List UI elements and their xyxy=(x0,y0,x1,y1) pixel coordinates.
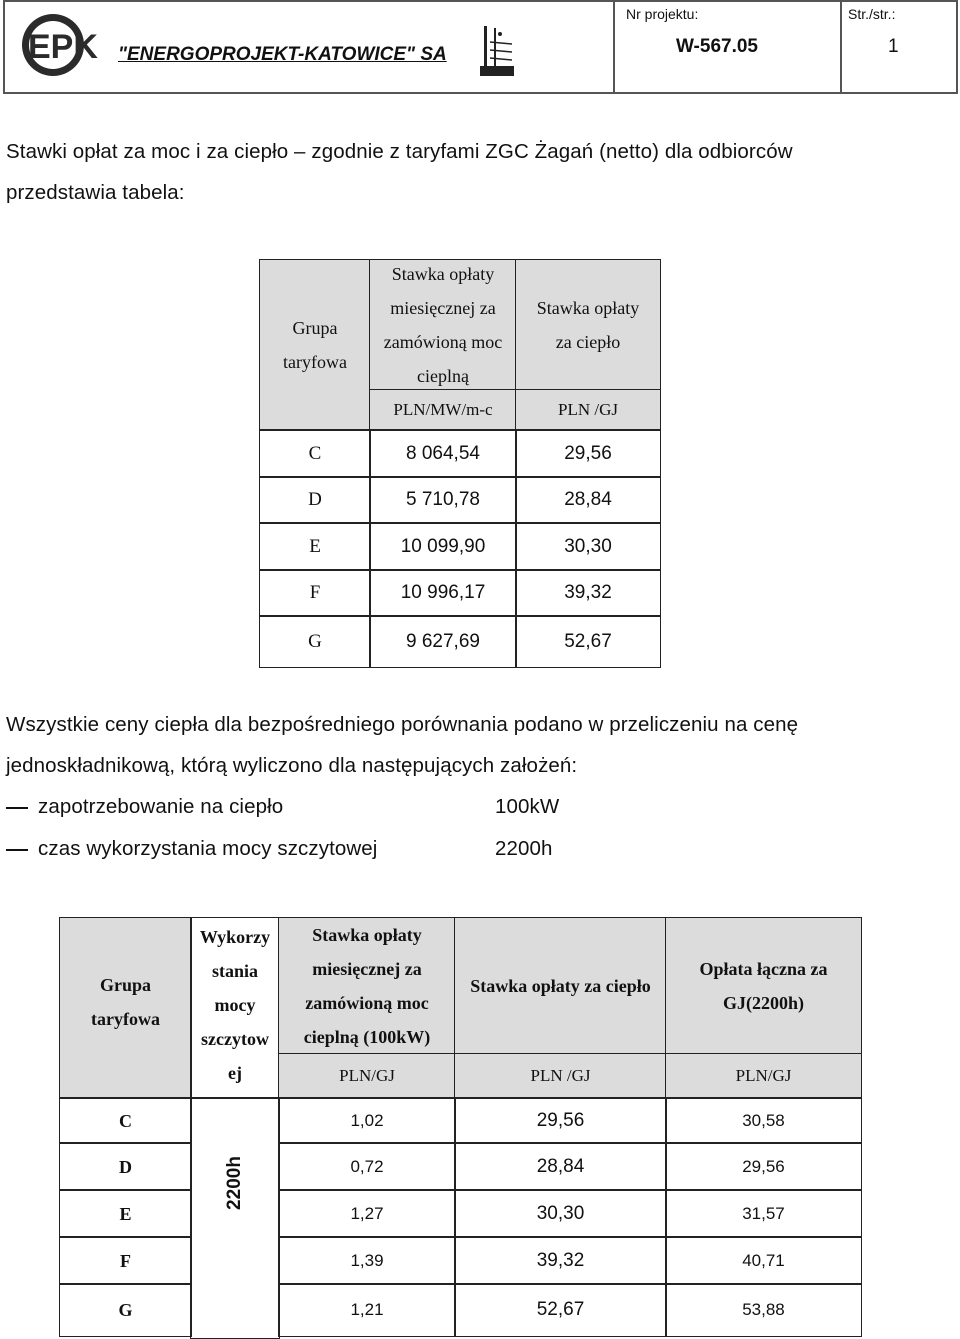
page-number: 1 xyxy=(888,36,899,57)
table-cell: F xyxy=(259,569,371,617)
project-number: W-567.05 xyxy=(676,36,758,57)
table-cell: 1,21 xyxy=(278,1283,456,1337)
drafting-mark-icon xyxy=(476,22,518,78)
table-cell: 31,57 xyxy=(665,1189,862,1238)
table-cell: D xyxy=(259,476,371,524)
unit-total: PLN/GJ xyxy=(665,1053,862,1099)
table-cell: 39,32 xyxy=(515,569,661,617)
unit-power: PLN/MW/m-c xyxy=(369,389,517,430)
dash-bullet xyxy=(6,807,28,809)
unit-power: PLN/GJ xyxy=(278,1053,456,1099)
table-cell: E xyxy=(259,522,371,571)
table-cell: 1,02 xyxy=(278,1097,456,1144)
table-cell: 52,67 xyxy=(454,1283,667,1337)
table-cell: 0,72 xyxy=(278,1142,456,1191)
epk-logo xyxy=(20,12,102,78)
unit-heat: PLN /GJ xyxy=(454,1053,667,1099)
usage-value-cell xyxy=(190,1097,280,1339)
table-cell: E xyxy=(59,1189,192,1238)
project-label: Nr projektu: xyxy=(626,6,699,22)
header-usage: Wykorzy stania mocy szczytow ej xyxy=(190,917,280,1099)
header-divider xyxy=(613,0,615,94)
header-power-rate: Stawka opłaty miesięcznej za zamówioną moc cieplną (100kW) xyxy=(278,917,456,1055)
table-cell: 30,30 xyxy=(454,1189,667,1238)
header-power-rate: Stawka opłaty miesięcznej za zamówioną moc cieplną xyxy=(369,259,517,391)
middle-line-2: jednoskładnikową, którą wyliczono dla następujących założeń: xyxy=(6,754,578,777)
assumption-label: zapotrzebowanie na ciepło xyxy=(38,795,284,818)
table-cell: G xyxy=(59,1283,192,1337)
table-cell: 39,32 xyxy=(454,1236,667,1285)
header-heat-rate: Stawka opłaty za ciepło xyxy=(515,259,661,391)
table-cell: C xyxy=(259,430,371,478)
table-cell: 10 996,17 xyxy=(369,569,517,617)
dash-bullet xyxy=(6,849,28,851)
header-divider xyxy=(840,0,842,94)
header-group: Grupa taryfowa xyxy=(259,259,371,430)
intro-line-1: Stawki opłat za moc i za ciepło – zgodnie z taryfami ZGC Żagań (netto) dla odbiorców xyxy=(6,140,793,163)
logo-text: EPK xyxy=(28,28,98,66)
header-heat-rate: Stawka opłaty za ciepło xyxy=(454,917,667,1055)
assumption-value: 100kW xyxy=(495,795,560,818)
table-cell: 29,56 xyxy=(515,430,661,478)
table-cell: 28,84 xyxy=(454,1142,667,1191)
header-total: Opłata łączna za GJ(2200h) xyxy=(665,917,862,1055)
table-cell: C xyxy=(59,1097,192,1144)
table-cell: G xyxy=(259,615,371,668)
table-cell: 40,71 xyxy=(665,1236,862,1285)
table-cell: 52,67 xyxy=(515,615,661,668)
table-cell: 28,84 xyxy=(515,476,661,524)
table-cell: 1,39 xyxy=(278,1236,456,1285)
unit-heat: PLN /GJ xyxy=(515,389,661,430)
page-label: Str./str.: xyxy=(848,6,896,22)
company-name: "ENERGOPROJEKT-KATOWICE" SA xyxy=(118,44,447,65)
table-cell: 29,56 xyxy=(454,1097,667,1144)
table-cell: 9 627,69 xyxy=(369,615,517,668)
table-cell: F xyxy=(59,1236,192,1285)
table-cell: 29,56 xyxy=(665,1142,862,1191)
table-cell: 53,88 xyxy=(665,1283,862,1337)
table-cell: 1,27 xyxy=(278,1189,456,1238)
table-cell: 10 099,90 xyxy=(369,522,517,571)
middle-line-1: Wszystkie ceny ciepła dla bezpośredniego porównania podano w przeliczeniu na cenę xyxy=(6,713,799,736)
assumption-value: 2200h xyxy=(495,837,553,860)
table-cell: 30,30 xyxy=(515,522,661,571)
header-group: Grupa taryfowa xyxy=(59,917,192,1099)
assumption-label: czas wykorzystania mocy szczytowej xyxy=(38,837,378,860)
table-cell: 5 710,78 xyxy=(369,476,517,524)
table-cell: D xyxy=(59,1142,192,1191)
table-cell: 30,58 xyxy=(665,1097,862,1144)
usage-value: 2200h xyxy=(224,1156,245,1210)
table-cell: 8 064,54 xyxy=(369,430,517,478)
intro-line-2: przedstawia tabela: xyxy=(6,181,185,204)
